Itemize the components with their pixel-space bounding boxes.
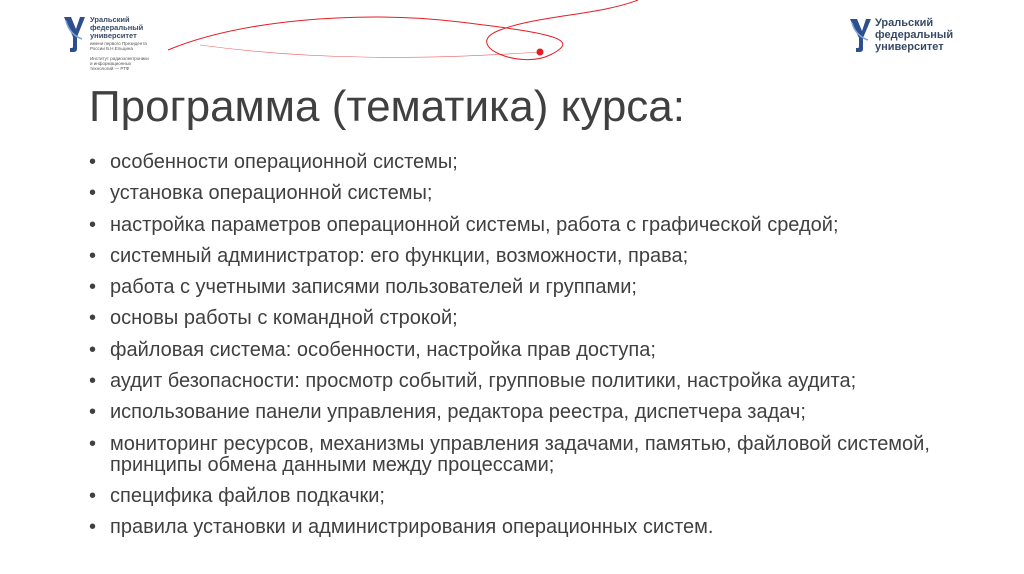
list-item: • особенности операционной системы; <box>89 151 458 173</box>
list-item: • правила установки и администрирования операционных систем. <box>89 516 714 539</box>
left-logo-subtitle: имени первого Президента России Б.Н.Ельцина <box>90 41 147 51</box>
list-item: • системный администратор: его функции, возможности, права; <box>89 244 689 267</box>
list-item: • аудит безопасности: просмотр событий, групповые политики, настройка аудита; <box>89 370 857 393</box>
right-university-logo <box>848 15 978 55</box>
bullet-icon: • <box>89 213 97 236</box>
list-item: • установка операционной системы; <box>89 182 433 205</box>
list-item: • специфика файлов подкачки; <box>89 484 385 507</box>
slide-title: Программа (тематика) курса: <box>89 82 685 131</box>
swoosh-dot <box>537 49 544 56</box>
decorative-swoosh <box>160 0 650 80</box>
bullet-icon: • <box>89 151 97 173</box>
bullet-icon: • <box>89 370 97 393</box>
list-item: • работа с учетными записями пользователей и группами; <box>89 276 637 299</box>
list-item: • мониторинг ресурсов, механизмы управления задачами, памятью, файловой системой, принципы обмена данными между процессами; <box>89 432 930 476</box>
bullet-icon: • <box>89 182 97 205</box>
left-logo-institute: Институт радиоэлектроники и информационных технологий — РТФ <box>90 56 149 71</box>
left-university-logo <box>62 15 172 77</box>
list-item: • файловая система: особенности, настройка прав доступа; <box>89 338 656 361</box>
ural-university-logo-icon <box>62 15 86 53</box>
bullet-icon: • <box>89 484 97 507</box>
bullet-icon: • <box>89 276 97 299</box>
bullet-icon: • <box>89 516 97 539</box>
bullet-icon: • <box>89 338 97 361</box>
ural-university-logo-icon <box>848 17 872 53</box>
bullet-icon: • <box>89 244 97 267</box>
course-topics-list <box>89 152 969 549</box>
bullet-icon: • <box>89 307 97 330</box>
list-item: • настройка параметров операционной системы, работа с графической средой; <box>89 213 839 236</box>
bullet-icon: • <box>89 432 97 455</box>
list-item: • основы работы с командной строкой; <box>89 307 458 330</box>
bullet-icon: • <box>89 401 97 424</box>
list-item: • использование панели управления, редактора реестра, диспетчера задач; <box>89 401 806 424</box>
right-logo-name: Уральский федеральный университет <box>875 17 954 53</box>
left-logo-name: Уральский федеральный университет <box>90 15 144 40</box>
